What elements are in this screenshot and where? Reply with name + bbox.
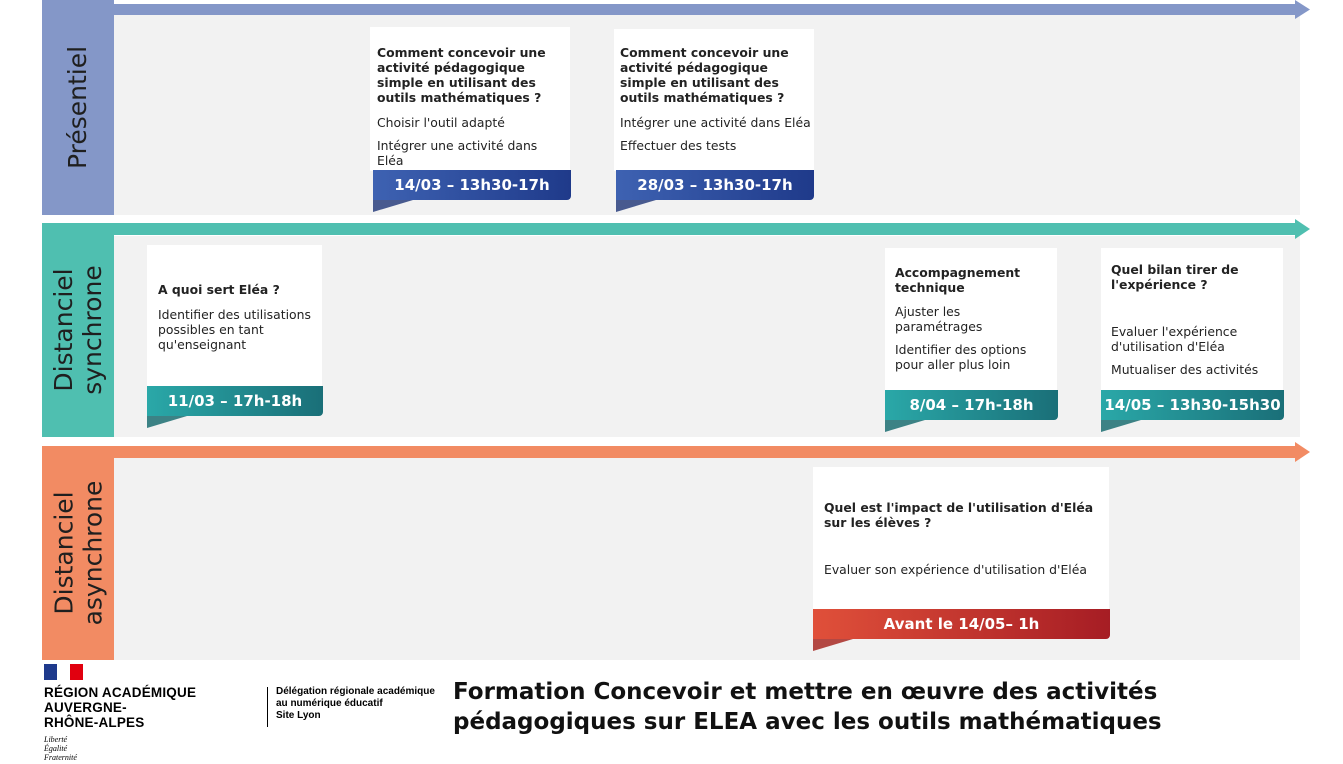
card-question: Quel est l'impact de l'utilisation d'Eléa sur les élèves ? xyxy=(824,500,1094,530)
date-label: 28/03 – 13h30-17h xyxy=(637,176,793,194)
card-line: Effectuer des tests xyxy=(620,138,737,153)
date-label: 14/05 – 13h30-15h30 xyxy=(1104,396,1281,414)
card-line: Choisir l'outil adapté xyxy=(377,115,505,130)
date-ribbon xyxy=(373,170,571,200)
date-label: 8/04 – 17h-18h xyxy=(909,396,1034,414)
lane-label-text: Présentiel xyxy=(63,45,93,170)
card-question: Accompagnement technique xyxy=(895,265,1021,295)
timeline-arrow-async xyxy=(100,442,1315,464)
card-line: Ajuster les paramétrages xyxy=(895,304,983,334)
lane-label-sync xyxy=(42,223,114,437)
region-logo xyxy=(44,664,196,762)
date-ribbon xyxy=(147,386,323,416)
card-line: Evaluer son expérience d'utilisation d'Eléa xyxy=(824,562,1087,577)
page-title: Formation Concevoir et mettre en œuvre des activités pédagogiques sur ELEA avec les outils mathématiques xyxy=(453,679,1162,735)
french-flag-icon xyxy=(44,664,83,680)
lane-label-text: synchrone xyxy=(78,265,108,395)
card-question: Quel bilan tirer de l'expérience ? xyxy=(1111,262,1239,292)
card-line: Identifier des utilisations possibles en tant qu'enseignant xyxy=(158,307,311,352)
lane-label-text: Distanciel xyxy=(49,491,79,615)
card-line: Intégrer une activité dans Eléa xyxy=(620,115,811,130)
lane-label-text: asynchrone xyxy=(78,480,108,626)
card-question: Comment concevoir une activité pédagogique simple en utilisant des outils mathématiques ? xyxy=(377,45,546,105)
session-card xyxy=(1101,248,1283,391)
republic-motto: Liberté Égalité Fraternité xyxy=(44,735,77,762)
lane-label-presentiel xyxy=(42,0,114,215)
lane-label-async xyxy=(42,446,114,660)
session-card xyxy=(885,248,1057,391)
card-line: Evaluer l'expérience d'utilisation d'Eléa xyxy=(1111,324,1238,354)
session-card xyxy=(370,27,570,171)
session-card xyxy=(813,467,1109,609)
date-label: 14/03 – 13h30-17h xyxy=(394,176,550,194)
date-ribbon xyxy=(885,390,1058,420)
date-label: 11/03 – 17h-18h xyxy=(167,392,303,410)
date-ribbon xyxy=(813,609,1110,639)
card-question: Comment concevoir une activité pédagogique simple en utilisant des outils mathématiques ? xyxy=(620,45,789,105)
date-ribbon xyxy=(1101,390,1284,420)
date-label: Avant le 14/05– 1h xyxy=(883,615,1040,633)
card-question: A quoi sert Eléa ? xyxy=(158,282,280,297)
timeline-arrow-sync xyxy=(100,219,1315,241)
card-line: Intégrer une activité dans Eléa xyxy=(377,138,538,168)
session-card xyxy=(147,245,322,387)
session-card xyxy=(614,29,814,171)
card-line: Identifier des options pour aller plus loin xyxy=(895,342,1027,372)
region-name: RÉGION ACADÉMIQUE AUVERGNE- RHÔNE-ALPES xyxy=(44,685,197,730)
date-ribbon xyxy=(616,170,814,200)
timeline-arrow-presentiel xyxy=(100,0,1315,22)
delegation-text: Délégation régionale académique au numérique éducatif Site Lyon xyxy=(276,686,435,721)
lane-label-text: Distanciel xyxy=(49,268,79,392)
card-line: Mutualiser des activités xyxy=(1111,362,1259,377)
footer-divider xyxy=(267,687,268,727)
lane-async-area xyxy=(114,458,1300,660)
